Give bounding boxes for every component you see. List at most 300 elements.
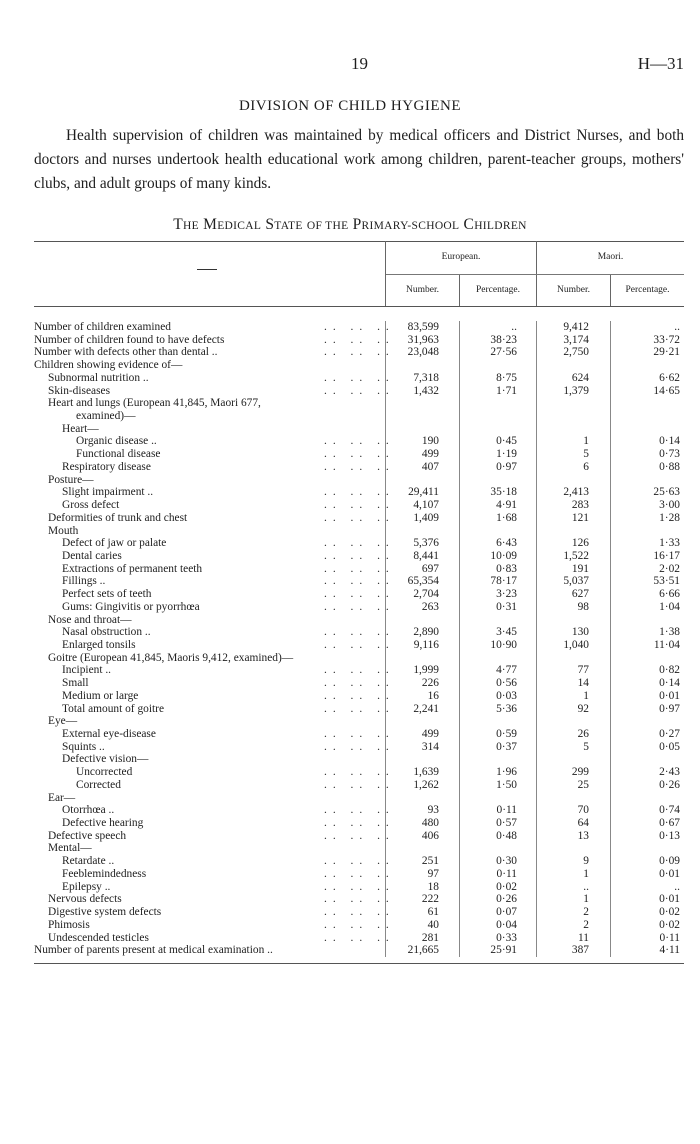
maori-percentage: 4·11 xyxy=(659,944,680,957)
table-row xyxy=(34,715,684,728)
european-percentage: 10·90 xyxy=(490,638,517,651)
maori-percentage: 0·88 xyxy=(659,460,680,473)
table-row xyxy=(34,690,684,703)
table-row xyxy=(34,626,684,639)
european-percentage: 0·83 xyxy=(496,562,517,575)
leader-dots: .. .. .. xyxy=(324,499,395,512)
european-percentage: 6·43 xyxy=(496,537,517,550)
table-row xyxy=(34,881,684,894)
table-row xyxy=(34,932,684,945)
maori-number: 299 xyxy=(571,766,589,779)
maori-number: 1,379 xyxy=(563,384,589,397)
maori-percentage: 1·28 xyxy=(659,511,680,524)
maori-number: 126 xyxy=(571,537,589,550)
row-label: Retardate .. xyxy=(62,855,115,868)
caption-word: T xyxy=(173,216,183,233)
european-percentage: 0·97 xyxy=(496,460,517,473)
european-number: 406 xyxy=(421,829,439,842)
row-label: Number of children found to have defects xyxy=(34,333,225,346)
leader-dots: .. .. .. xyxy=(324,549,395,562)
row-label: Squints .. xyxy=(62,740,105,753)
row-label: External eye-disease xyxy=(62,728,156,740)
leader-dots: .. .. .. xyxy=(324,562,395,575)
european-number: 1,432 xyxy=(413,384,439,397)
european-number: 21,665 xyxy=(407,944,439,957)
table-row xyxy=(34,639,684,652)
col-header-maori-number: Number. xyxy=(557,285,590,295)
table-row xyxy=(34,728,684,741)
leader-dots: .. .. .. xyxy=(324,766,395,779)
caption-word: S xyxy=(265,216,275,233)
maori-percentage: 14·65 xyxy=(653,384,680,397)
maori-percentage: 1·33 xyxy=(659,537,680,550)
maori-percentage: 0·01 xyxy=(659,893,680,906)
european-percentage: 0·11 xyxy=(496,867,517,880)
maori-percentage: 0·97 xyxy=(659,702,680,715)
row-label: Small xyxy=(62,677,89,690)
european-percentage: 3·45 xyxy=(496,626,517,639)
maori-percentage: 0·73 xyxy=(659,448,680,461)
table-row xyxy=(34,614,684,627)
row-label: Fillings .. xyxy=(62,575,106,588)
row-label: Digestive system defects xyxy=(48,906,162,919)
row-label: Slight impairment .. xyxy=(62,486,154,499)
european-number: 314 xyxy=(421,740,439,753)
row-label: Nervous defects xyxy=(48,893,122,906)
group-rule xyxy=(386,274,684,275)
maori-percentage: 53·51 xyxy=(653,575,680,588)
row-label: Defective speech xyxy=(48,829,127,842)
maori-number: 14 xyxy=(577,677,589,690)
row-label: Number of children examined xyxy=(34,321,171,333)
maori-percentage: 6·62 xyxy=(659,371,680,384)
leader-dots: .. .. .. xyxy=(324,931,395,944)
european-number: 31,963 xyxy=(407,333,439,346)
european-number: 97 xyxy=(427,867,439,880)
european-percentage: 1·96 xyxy=(496,766,517,779)
maori-percentage: 11·04 xyxy=(653,638,680,651)
maori-percentage: 33·72 xyxy=(653,333,680,346)
maori-number: .. xyxy=(583,880,589,893)
table-row xyxy=(34,550,684,563)
maori-number: 9,412 xyxy=(563,321,589,333)
row-label: Total amount of goitre xyxy=(62,702,165,715)
european-percentage: 1·68 xyxy=(496,511,517,524)
table-row xyxy=(34,423,684,436)
caption-word: M xyxy=(203,216,218,233)
group-header-european: European. xyxy=(441,252,481,262)
table-row xyxy=(34,525,684,538)
maori-percentage: 0·02 xyxy=(659,918,680,931)
group-header-maori: Maori. xyxy=(597,252,624,262)
table-row xyxy=(34,512,684,525)
european-number: 263 xyxy=(421,600,439,613)
leader-dots: .. .. .. xyxy=(324,689,395,702)
col-header-european-number: Number. xyxy=(406,285,439,295)
maori-number: 64 xyxy=(577,817,589,830)
maori-number: 2,750 xyxy=(563,346,589,359)
row-label: Undescended testicles xyxy=(48,931,149,944)
row-label: Subnormal nutrition .. xyxy=(48,371,149,384)
table-row xyxy=(34,842,684,855)
row-label: Uncorrected xyxy=(76,766,133,779)
row-label: Skin-diseases xyxy=(48,384,111,397)
european-percentage: 0·26 xyxy=(496,893,517,906)
european-number: 480 xyxy=(421,817,439,830)
table-row xyxy=(34,944,684,957)
table-row xyxy=(34,766,684,779)
maori-percentage: 1·38 xyxy=(659,626,680,639)
maori-number: 1,522 xyxy=(563,549,589,562)
maori-percentage: 29·21 xyxy=(653,346,680,359)
row-label: Mouth xyxy=(48,524,79,537)
table-row xyxy=(34,664,684,677)
leader-dots: .. .. .. xyxy=(324,321,395,333)
row-label: Number of parents present at medical examination .. xyxy=(34,944,273,957)
leader-dots: .. .. .. xyxy=(324,867,395,880)
leader-dots: .. .. .. xyxy=(324,906,395,919)
leader-dots: .. .. .. xyxy=(324,804,395,817)
column-rule xyxy=(459,321,460,957)
maori-number: 6 xyxy=(583,460,589,473)
european-number: 499 xyxy=(421,728,439,740)
european-percentage: 4·91 xyxy=(496,499,517,512)
table-row xyxy=(34,486,684,499)
european-number: 1,639 xyxy=(413,766,439,779)
table-row xyxy=(34,372,684,385)
column-rule xyxy=(536,321,537,957)
maori-number: 5 xyxy=(583,740,589,753)
european-percentage: 38·23 xyxy=(490,333,517,346)
leader-dots: .. .. .. xyxy=(324,778,395,791)
leader-dots: .. .. .. xyxy=(324,677,395,690)
row-label: Number with defects other than dental .. xyxy=(34,346,218,359)
maori-number: 70 xyxy=(577,804,589,817)
table-row xyxy=(34,677,684,690)
european-number: 23,048 xyxy=(407,346,439,359)
row-label: Organic disease .. xyxy=(76,435,157,448)
maori-number: 1 xyxy=(583,893,589,906)
european-number: 226 xyxy=(421,677,439,690)
european-percentage: 0·04 xyxy=(496,918,517,931)
leader-dots: .. .. .. xyxy=(324,448,395,461)
maori-number: 283 xyxy=(571,499,589,512)
row-label: Goitre (European 41,845, Maoris 9,412, examined)— xyxy=(48,651,294,664)
european-number: 7,318 xyxy=(413,371,439,384)
maori-number: 77 xyxy=(577,664,589,677)
table-row xyxy=(34,804,684,817)
maori-number: 5,037 xyxy=(563,575,589,588)
row-label: Extractions of permanent teeth xyxy=(62,562,203,575)
european-number: 2,241 xyxy=(413,702,439,715)
maori-percentage: 3·00 xyxy=(659,499,680,512)
row-label: Defective vision— xyxy=(62,753,149,766)
maori-percentage: 16·17 xyxy=(653,549,680,562)
european-number: 40 xyxy=(427,918,439,931)
maori-number: 2 xyxy=(583,906,589,919)
leader-dots: .. .. .. xyxy=(324,384,395,397)
leader-dots: .. .. .. xyxy=(324,918,395,931)
document-reference: H—31 xyxy=(637,54,684,73)
maori-percentage: 2·02 xyxy=(659,562,680,575)
table-row xyxy=(34,601,684,614)
european-percentage: 0·11 xyxy=(496,804,517,817)
table-row xyxy=(34,499,684,512)
european-number: 29,411 xyxy=(408,486,439,499)
maori-percentage: 0·09 xyxy=(659,855,680,868)
european-percentage: 35·18 xyxy=(490,486,517,499)
table-header xyxy=(34,241,684,307)
table-row xyxy=(34,868,684,881)
leader-dots: .. .. .. xyxy=(324,486,395,499)
table-row xyxy=(34,652,684,665)
table-row xyxy=(34,410,684,423)
european-percentage: 0·37 xyxy=(496,740,517,753)
leader-dots: .. .. .. xyxy=(324,435,395,448)
caption-word: OF THE xyxy=(306,220,349,232)
maori-percentage: 0·11 xyxy=(659,931,680,944)
row-label: Nose and throat— xyxy=(48,613,132,626)
maori-percentage: 2·43 xyxy=(659,766,680,779)
european-percentage: 5·36 xyxy=(496,702,517,715)
row-label: Medium or large xyxy=(62,689,139,702)
maori-number: 1,040 xyxy=(563,638,589,651)
table-body xyxy=(34,321,684,957)
european-percentage: 0·56 xyxy=(496,677,517,690)
column-rule xyxy=(610,321,611,957)
maori-percentage: 0·01 xyxy=(659,867,680,880)
european-number: 1,999 xyxy=(413,664,439,677)
leader-dots: .. .. .. xyxy=(324,333,395,346)
leader-dots: .. .. .. xyxy=(324,702,395,715)
table-row xyxy=(34,448,684,461)
european-number: 190 xyxy=(421,435,439,448)
column-rule xyxy=(385,321,386,957)
maori-number: 98 xyxy=(577,600,589,613)
table-row xyxy=(34,893,684,906)
european-number: 18 xyxy=(427,880,439,893)
european-percentage: 0·48 xyxy=(496,829,517,842)
maori-percentage: .. xyxy=(674,321,680,333)
caption-word: HILDREN xyxy=(474,220,527,232)
row-label: Heart and lungs (European 41,845, Maori 677, xyxy=(48,397,261,410)
maori-percentage: 0·05 xyxy=(659,740,680,753)
european-percentage: 0·03 xyxy=(496,689,517,702)
table-row xyxy=(34,906,684,919)
maori-number: 92 xyxy=(577,702,589,715)
leader-dots: .. .. .. xyxy=(324,537,395,550)
row-label: Corrected xyxy=(76,778,121,791)
european-number: 83,599 xyxy=(407,321,439,333)
row-label: Children showing evidence of— xyxy=(34,359,183,372)
european-number: 281 xyxy=(421,931,439,944)
row-label: Feeblemindedness xyxy=(62,867,147,880)
maori-number: 121 xyxy=(571,511,589,524)
table-bottom-rule xyxy=(34,963,684,964)
european-percentage: 78·17 xyxy=(490,575,517,588)
row-label: Mental— xyxy=(48,842,92,855)
maori-number: 5 xyxy=(583,448,589,461)
european-number: 1,409 xyxy=(413,511,439,524)
row-label: examined)— xyxy=(76,410,136,423)
leader-dots: .. .. .. xyxy=(324,600,395,613)
leader-dots: .. .. .. xyxy=(324,664,395,677)
leader-dots: .. .. .. xyxy=(324,740,395,753)
european-number: 65,354 xyxy=(407,575,439,588)
european-percentage: 0·31 xyxy=(496,600,517,613)
maori-number: 191 xyxy=(571,562,589,575)
european-number: 1,262 xyxy=(413,778,439,791)
row-label: Deformities of trunk and chest xyxy=(48,511,188,524)
maori-number: 13 xyxy=(577,829,589,842)
intro-paragraph: Health supervision of children was maintained by medical officers and District Nurses, and both doctors and nurses undertook health educational work among children, parent-teacher groups, mothers' clubs, and adult groups of many kinds. xyxy=(34,127,684,192)
european-percentage: 8·75 xyxy=(496,371,517,384)
maori-number: 1 xyxy=(583,867,589,880)
maori-number: 3,174 xyxy=(563,333,589,346)
european-number: 2,704 xyxy=(413,588,439,601)
leader-dots: .. .. .. xyxy=(324,893,395,906)
leader-dots: .. .. .. xyxy=(324,855,395,868)
row-label: Functional disease xyxy=(76,448,161,461)
european-number: 93 xyxy=(427,804,439,817)
european-number: 16 xyxy=(427,689,439,702)
maori-number: 387 xyxy=(571,944,589,957)
leader-dots: .. .. .. xyxy=(324,575,395,588)
maori-percentage: 0·82 xyxy=(659,664,680,677)
table-row xyxy=(34,575,684,588)
maori-percentage: 6·66 xyxy=(659,588,680,601)
row-label: Respiratory disease xyxy=(62,460,151,473)
european-percentage: 1·50 xyxy=(496,778,517,791)
european-percentage: 4·77 xyxy=(496,664,517,677)
header-bottom-rule xyxy=(34,306,684,307)
european-percentage: .. xyxy=(511,321,517,333)
table-row xyxy=(34,397,684,410)
row-label: Posture— xyxy=(48,473,94,486)
table-row xyxy=(34,537,684,550)
row-label: Nasal obstruction .. xyxy=(62,626,151,639)
table-row xyxy=(34,385,684,398)
european-number: 9,116 xyxy=(413,638,439,651)
maori-number: 9 xyxy=(583,855,589,868)
row-label: Otorrhœa .. xyxy=(62,804,115,817)
table-row xyxy=(34,474,684,487)
european-percentage: 25·91 xyxy=(490,944,517,957)
table-row xyxy=(34,588,684,601)
leader-dots: .. .. .. xyxy=(324,588,395,601)
maori-number: 25 xyxy=(577,778,589,791)
european-percentage: 0·30 xyxy=(496,855,517,868)
maori-number: 627 xyxy=(571,588,589,601)
leader-dots: .. .. .. xyxy=(324,638,395,651)
table-row xyxy=(34,563,684,576)
maori-percentage: 0·74 xyxy=(659,804,680,817)
row-label: Eye— xyxy=(48,715,78,728)
maori-percentage: 25·63 xyxy=(653,486,680,499)
european-number: 499 xyxy=(421,448,439,461)
table-row xyxy=(34,753,684,766)
row-label: Defective hearing xyxy=(62,817,144,830)
row-label: Perfect sets of teeth xyxy=(62,588,152,601)
european-number: 222 xyxy=(421,893,439,906)
caption-word: RIMARY-SCHOOL xyxy=(361,220,460,232)
european-percentage: 0·59 xyxy=(496,728,517,740)
european-number: 61 xyxy=(427,906,439,919)
table-row xyxy=(34,461,684,474)
row-label: Dental caries xyxy=(62,549,122,562)
table-row xyxy=(34,741,684,754)
european-number: 407 xyxy=(421,460,439,473)
table-top-rule xyxy=(34,241,684,242)
table-row xyxy=(34,435,684,448)
leader-dots: .. .. .. xyxy=(324,728,395,740)
maori-number: 11 xyxy=(578,931,589,944)
maori-number: 26 xyxy=(577,728,589,740)
table-row xyxy=(34,359,684,372)
maori-number: 1 xyxy=(583,435,589,448)
leader-dots: .. .. .. xyxy=(324,346,395,359)
row-label: Heart— xyxy=(62,422,99,435)
maori-number: 624 xyxy=(571,371,589,384)
table-caption xyxy=(0,216,700,234)
european-percentage: 1·19 xyxy=(496,448,517,461)
european-percentage: 1·71 xyxy=(496,384,517,397)
stub-dash xyxy=(197,269,217,270)
row-label: Defect of jaw or palate xyxy=(62,537,167,550)
leader-dots: .. .. .. xyxy=(324,511,395,524)
table-row xyxy=(34,346,684,359)
caption-word: EDICAL xyxy=(217,220,262,232)
european-number: 8,441 xyxy=(413,549,439,562)
leader-dots: .. .. .. xyxy=(324,460,395,473)
maori-percentage: 0·02 xyxy=(659,906,680,919)
page-number: 19 xyxy=(351,54,368,73)
caption-word: C xyxy=(463,216,475,233)
european-percentage: 0·45 xyxy=(496,435,517,448)
table-row xyxy=(34,703,684,716)
european-number: 697 xyxy=(421,562,439,575)
table-row xyxy=(34,919,684,932)
table-row xyxy=(34,855,684,868)
maori-number: 2 xyxy=(583,918,589,931)
european-number: 4,107 xyxy=(413,499,439,512)
section-title: DIVISION OF CHILD HYGIENE xyxy=(238,98,462,114)
european-percentage: 27·56 xyxy=(490,346,517,359)
european-percentage: 10·09 xyxy=(490,549,517,562)
caption-word: HE xyxy=(183,220,199,232)
caption-word: TATE xyxy=(274,220,303,232)
european-number: 5,376 xyxy=(413,537,439,550)
row-label: Epilepsy .. xyxy=(62,880,111,893)
row-label: Gums: Gingivitis or pyorrhœa xyxy=(62,600,200,613)
maori-number: 2,413 xyxy=(563,486,589,499)
leader-dots: .. .. .. xyxy=(324,880,395,893)
maori-percentage: 1·04 xyxy=(659,600,680,613)
maori-percentage: .. xyxy=(674,880,680,893)
european-percentage: 0·07 xyxy=(496,906,517,919)
row-label: Gross defect xyxy=(62,499,120,512)
table-row xyxy=(34,830,684,843)
table-row xyxy=(34,792,684,805)
row-label: Incipient .. xyxy=(62,664,112,677)
maori-percentage: 0·14 xyxy=(659,677,680,690)
leader-dots: .. .. .. xyxy=(324,829,395,842)
col-header-european-percentage: Percentage. xyxy=(475,285,521,295)
maori-percentage: 0·14 xyxy=(659,435,680,448)
table-row xyxy=(34,779,684,792)
table-row xyxy=(34,334,684,347)
european-percentage: 0·33 xyxy=(496,931,517,944)
